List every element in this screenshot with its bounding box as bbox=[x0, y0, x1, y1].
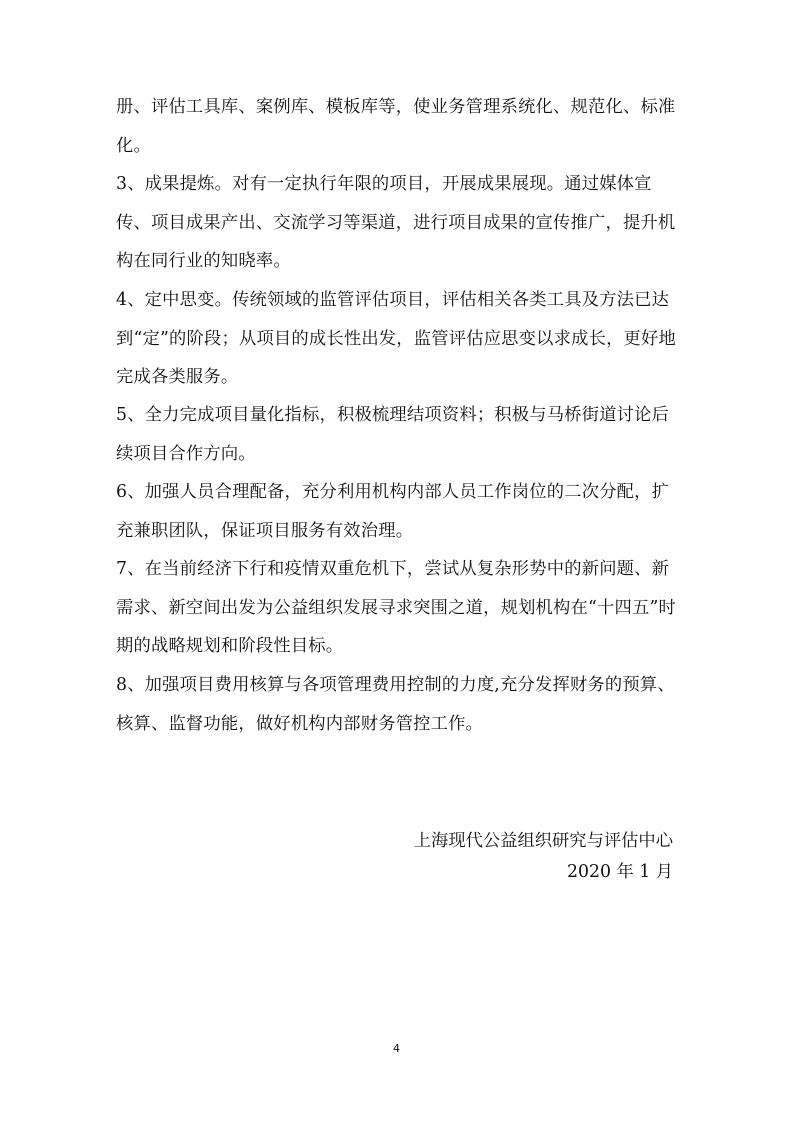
paragraph-item-5: 5、全力完成项目量化指标，积极梳理结项资料；积极与马桥街道讨论后续项目合作方向。 bbox=[116, 405, 670, 464]
signature-date: 2020 年 1 月 bbox=[566, 862, 673, 882]
signature-organization: 上海现代公益组织研究与评估中心 bbox=[413, 831, 673, 851]
paragraph-continuation: 册、评估工具库、案例库、模板库等，使业务管理系统化、规范化、标准化。 bbox=[116, 97, 676, 156]
paragraph-item-3: 3、成果提炼。对有一定执行年限的项目，开展成果展现。通过媒体宣传、项目成果产出、交流学习等渠道，进行项目成果的宣传推广，提升机构在同行业的知晓率。 bbox=[116, 174, 676, 271]
paragraph-item-7: 7、在当前经济下行和疫情双重危机下，尝试从复杂形势中的新问题、新需求、新空间出发为公益组织发展寻求突围之道，规划机构在“十四五”时期的战略规划和阶段性目标。 bbox=[116, 559, 676, 656]
page-number: 4 bbox=[393, 1042, 400, 1055]
paragraph-item-8: 8、加强项目费用核算与各项管理费用控制的力度,充分发挥财务的预算、核算、监督功能，做好机构内部财务管控工作。 bbox=[116, 675, 675, 734]
paragraph-item-4: 4、定中思变。传统领域的监管评估项目，评估相关各类工具及方法已达到“定”的阶段；从项目的成长性出发，监管评估应思变以求成长，更好地完成各类服务。 bbox=[116, 290, 676, 387]
paragraph-item-6: 6、加强人员合理配备，充分利用机构内部人员工作岗位的二次分配，扩充兼职团队，保证项目服务有效治理。 bbox=[116, 482, 670, 541]
